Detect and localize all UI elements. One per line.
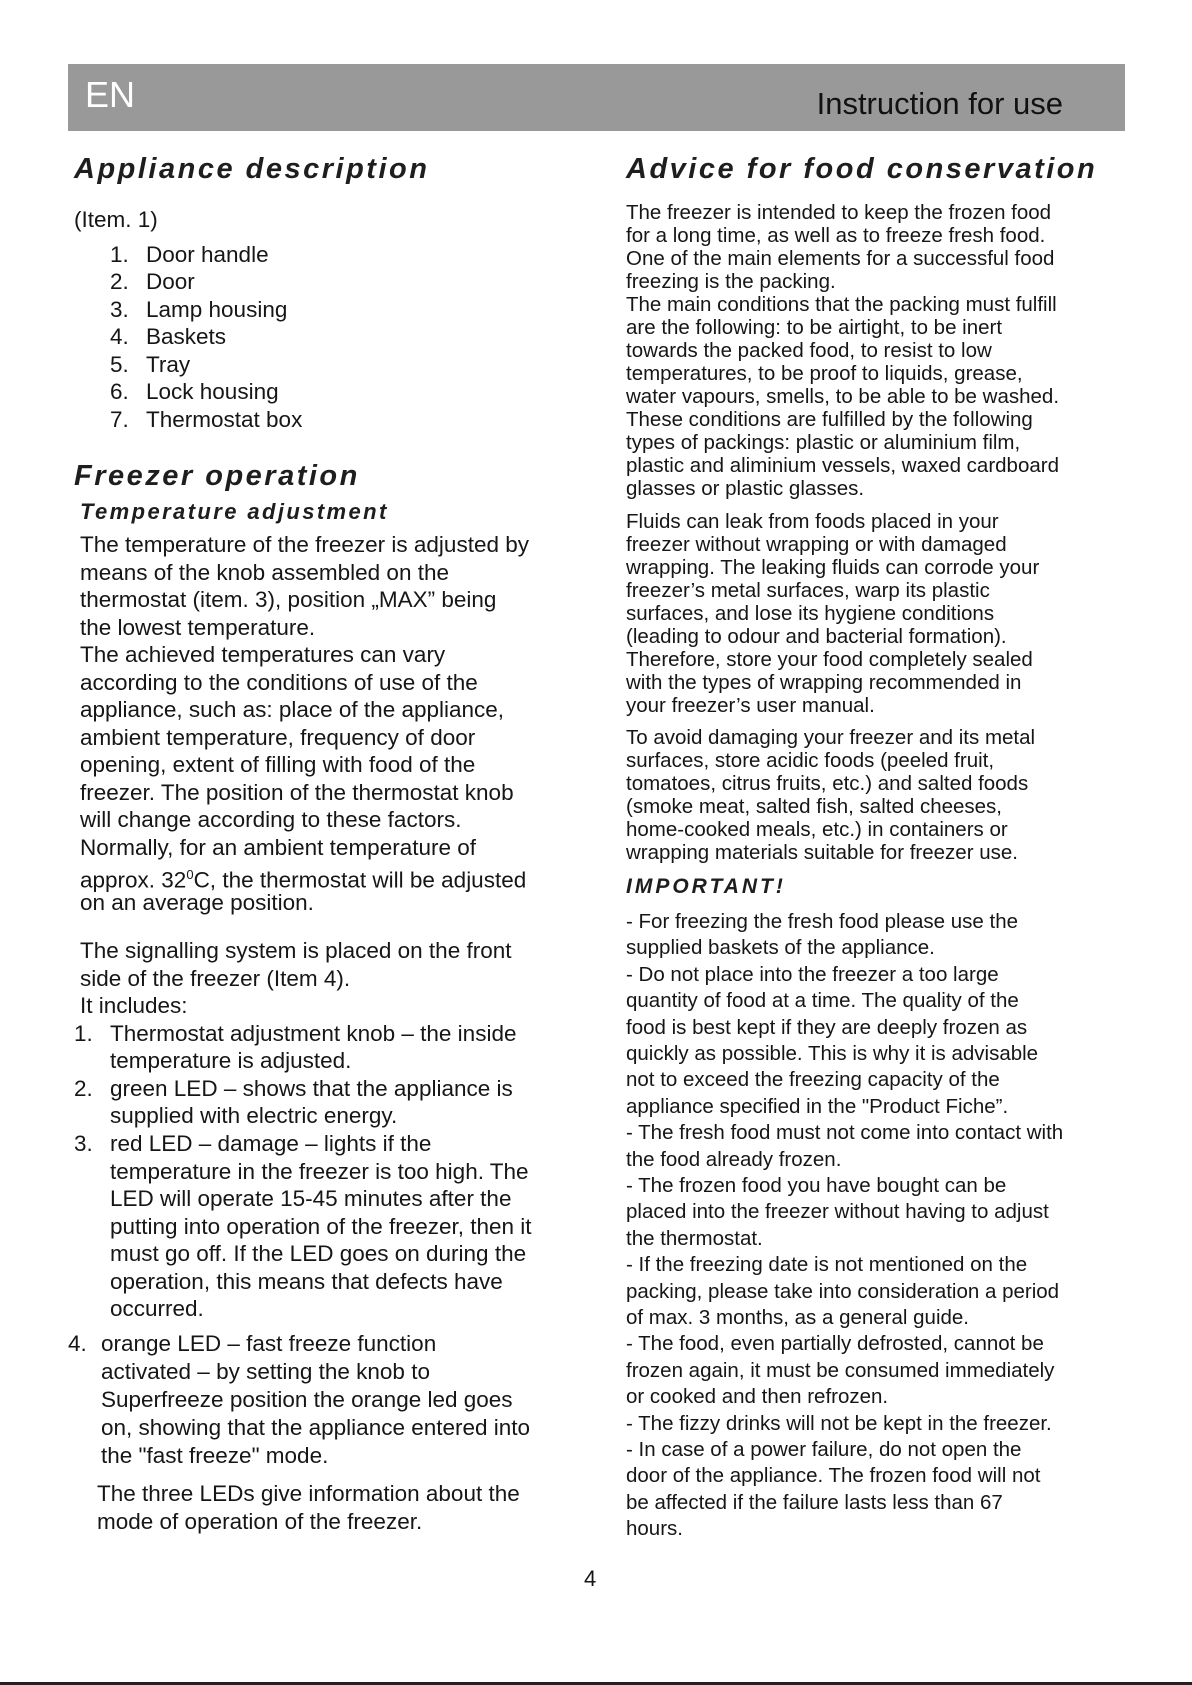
text-line: The signalling system is placed on the front: [80, 938, 512, 963]
text-line: appliance specified in the "Product Fiche”.: [626, 1094, 1009, 1118]
text-line: - The frozen food you have bought can be: [626, 1174, 1007, 1197]
text-line: - If the freezing date is not mentioned on the: [626, 1253, 1028, 1277]
text-line: Fluids can leak from foods placed in your: [626, 510, 999, 533]
important-heading: IMPORTANT!: [626, 875, 786, 898]
text-line: or cooked and then refrozen.: [626, 1385, 889, 1409]
text-line: plastic and aliminium vessels, waxed cardboard: [626, 454, 1059, 477]
text-line: ambient temperature, frequency of door: [80, 724, 476, 750]
text-line: side of the freezer (Item 4).: [80, 965, 351, 991]
text-line: red LED – damage – lights if the: [110, 1131, 432, 1156]
text-line: - The food, even partially defrosted, cannot be: [626, 1332, 1044, 1356]
text-line: supplied with electric energy.: [110, 1103, 398, 1128]
text-line: - The fresh food must not come into contact with: [626, 1121, 1064, 1145]
text-line: thermostat (item. 3), position „MAX” being: [80, 587, 497, 612]
text-line: orange LED – fast freeze function: [101, 1331, 437, 1356]
part-number: 3.: [110, 297, 129, 322]
text-line: operation, this means that defects have: [110, 1268, 503, 1294]
part-number: 1.: [110, 242, 129, 267]
text-line: the "fast freeze" mode.: [101, 1443, 329, 1468]
text-line: (leading to odour and bacterial formation).: [626, 625, 1007, 648]
text-line: temperature in the freezer is too high. The: [110, 1158, 529, 1184]
language-code: EN: [85, 74, 136, 115]
item-ref-text: (Item. 1): [74, 207, 158, 232]
part-label: Baskets: [146, 324, 227, 349]
text-line: for a long time, as well as to freeze fresh food.: [626, 224, 1046, 247]
text-line: putting into operation of the freezer, then it: [110, 1213, 532, 1239]
freezer-operation-heading: Freezer operation: [74, 460, 360, 492]
text-line: hours.: [626, 1517, 683, 1541]
text-line: The temperature of the freezer is adjusted by: [80, 532, 529, 557]
text-line: green LED – shows that the appliance is: [110, 1076, 513, 1101]
header-bar: [68, 64, 1125, 131]
text-line: the lowest temperature.: [80, 614, 316, 640]
text-line: your freezer’s user manual.: [626, 694, 875, 717]
text-line: Superfreeze position the orange led goes: [101, 1387, 513, 1412]
text-line: opening, extent of filling with food of the: [80, 752, 476, 777]
text-line: are the following: to be airtight, to be inert: [626, 316, 1003, 339]
text-line: - For freezing the fresh food please use the: [626, 910, 1019, 933]
part-label: Door: [146, 269, 195, 294]
page-number: 4: [584, 1566, 597, 1591]
text-line: To avoid damaging your freezer and its metal: [626, 726, 1036, 749]
part-number: 5.: [110, 352, 129, 377]
text-line: will change according to these factors.: [80, 807, 462, 832]
text-line: The three LEDs give information about the: [97, 1481, 520, 1506]
text-line: food is best kept if they are deeply frozen as: [626, 1015, 1028, 1039]
part-label: Tray: [146, 352, 191, 377]
text-line: according to the conditions of use of the: [80, 669, 478, 695]
text-line: freezer’s metal surfaces, warp its plastic: [626, 579, 990, 602]
text-line: - The fizzy drinks will not be kept in the freezer.: [626, 1411, 1052, 1435]
list-number: 3.: [74, 1131, 93, 1156]
text-line: door of the appliance. The frozen food will not: [626, 1464, 1041, 1488]
header-title: Instruction for use: [816, 86, 1063, 121]
text-line: with the types of wrapping recommended in: [626, 671, 1022, 694]
list-number: 4.: [68, 1331, 87, 1356]
advice-heading: Advice for food conservation: [626, 153, 1098, 185]
text-line: Normally, for an ambient temperature of: [80, 834, 477, 860]
text-line: Thermostat adjustment knob – the inside: [110, 1021, 517, 1046]
list-number: 1.: [74, 1021, 93, 1046]
text-line: quickly as possible. This is why it is advisable: [626, 1042, 1039, 1065]
text-line: The main conditions that the packing must fulfill: [626, 293, 1057, 316]
list-number: 2.: [74, 1076, 93, 1101]
text-line: placed into the freezer without having to adjust: [626, 1200, 1049, 1224]
text-line: activated – by setting the knob to: [101, 1359, 430, 1384]
text-line: temperatures, to be proof to liquids, grease,: [626, 362, 1023, 385]
text-line: freezer without wrapping or with damaged: [626, 533, 1007, 556]
degree-superscript: 0: [186, 867, 194, 882]
part-number: 7.: [110, 407, 129, 432]
text-line: Therefore, store your food completely sealed: [626, 648, 1033, 671]
text-line: wrapping. The leaking fluids can corrode your: [626, 556, 1040, 579]
text-line: of max. 3 months, as a general guide.: [626, 1306, 970, 1329]
text-line: means of the knob assembled on the: [80, 559, 449, 585]
text-line: quantity of food at a time. The quality of the: [626, 989, 1019, 1013]
text-line: the food already frozen.: [626, 1147, 842, 1171]
text-line: on an average position.: [80, 889, 314, 915]
part-number: 6.: [110, 379, 129, 404]
text-line: The freezer is intended to keep the frozen food: [626, 201, 1052, 224]
text-line: (smoke meat, salted fish, salted cheeses,: [626, 795, 1003, 818]
text-line: mode of operation of the freezer.: [97, 1508, 423, 1534]
part-number: 4.: [110, 324, 129, 349]
text-line: It includes:: [80, 993, 188, 1018]
text-line: not to exceed the freezing capacity of the: [626, 1068, 1000, 1092]
text-line: packing, please take into consideration a period: [626, 1279, 1060, 1303]
part-label: Lock housing: [146, 379, 279, 404]
text-line: - In case of a power failure, do not open the: [626, 1438, 1022, 1461]
text-line: towards the packed food, to resist to low: [626, 339, 992, 362]
text-line: frozen again, it must be consumed immediately: [626, 1358, 1055, 1382]
text-line: tomatoes, citrus fruits, etc.) and salted foods: [626, 772, 1029, 795]
text-line: One of the main elements for a successful food: [626, 247, 1055, 270]
text-line: The achieved temperatures can vary: [80, 642, 446, 667]
text-line: occurred.: [110, 1296, 204, 1321]
text-line: temperature is adjusted.: [110, 1048, 352, 1073]
text-line: types of packings: plastic or aluminium film,: [626, 431, 1021, 454]
part-label: Lamp housing: [146, 297, 288, 322]
temperature-adjustment-heading: Temperature adjustment: [80, 499, 389, 524]
text-line: the thermostat.: [626, 1226, 763, 1250]
text-line: surfaces, and lose its hygiene conditions: [626, 602, 995, 625]
text-line: LED will operate 15-45 minutes after the: [110, 1186, 512, 1211]
approx-suffix: C, the thermostat will be adjusted: [193, 867, 527, 893]
text-line: supplied baskets of the appliance.: [626, 936, 935, 960]
approx-prefix: approx. 32: [80, 867, 187, 893]
part-label: Door handle: [146, 242, 269, 267]
text-line: surfaces, store acidic foods (peeled fruit,: [626, 749, 995, 772]
text-line: be affected if the failure lasts less than 67: [626, 1490, 1003, 1514]
part-label: Thermostat box: [146, 407, 303, 432]
part-number: 2.: [110, 269, 129, 294]
text-line: freezing is the packing.: [626, 270, 836, 293]
text-line: - Do not place into the freezer a too large: [626, 962, 999, 986]
text-line: water vapours, smells, to be able to be washed.: [626, 385, 1060, 408]
text-line: wrapping materials suitable for freezer use.: [626, 841, 1018, 864]
text-line: home-cooked meals, etc.) in containers or: [626, 818, 1008, 841]
text-line: on, showing that the appliance entered into: [101, 1415, 531, 1440]
text-line: freezer. The position of the thermostat knob: [80, 779, 514, 805]
appliance-description-heading: Appliance description: [74, 153, 430, 185]
text-line: glasses or plastic glasses.: [626, 477, 865, 500]
text-line: These conditions are fulfilled by the following: [626, 408, 1033, 431]
text-line: appliance, such as: place of the appliance,: [80, 697, 505, 722]
text-line: must go off. If the LED goes on during the: [110, 1241, 527, 1266]
